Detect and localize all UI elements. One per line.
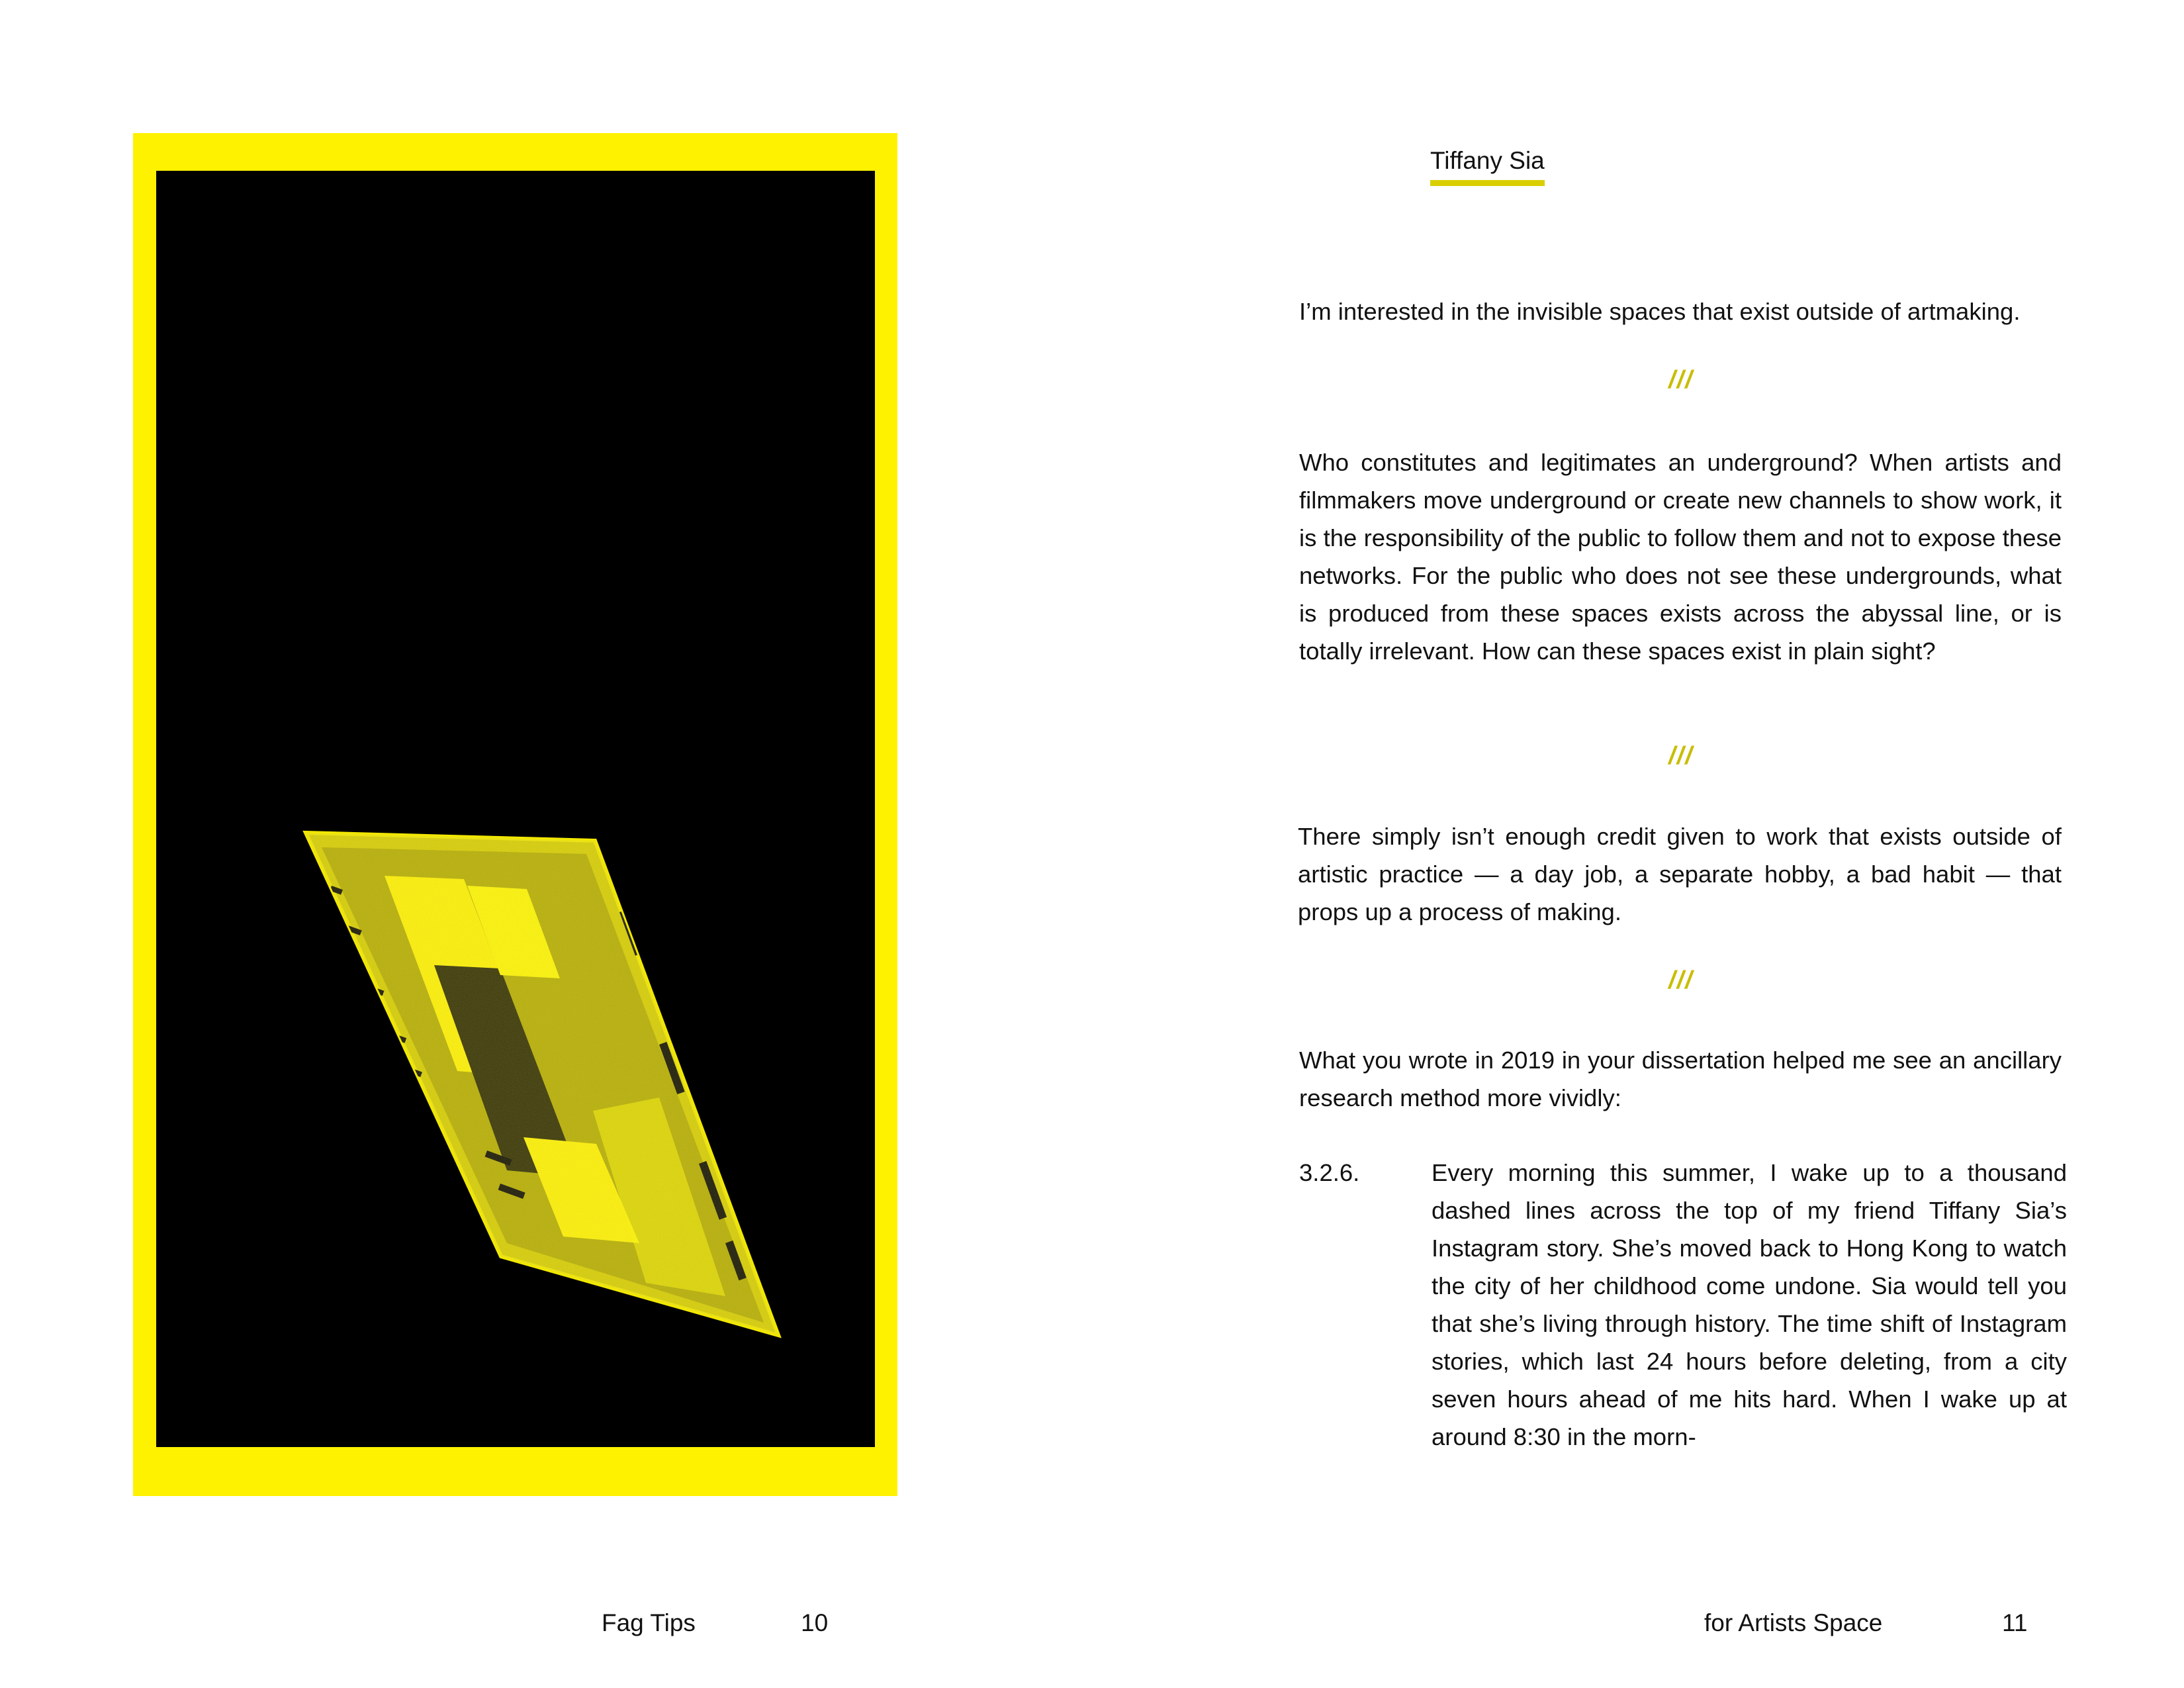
footer-right-title: for Artists Space xyxy=(1704,1609,1883,1636)
artwork-black-field xyxy=(156,171,875,1447)
quote-section-number: 3.2.6. xyxy=(1299,1159,1360,1186)
paragraph-2: There simply isn’t enough credit given to work that exists outside of artistic practice — a day job, a separate hobby, a bad habit — that props up a process of making. xyxy=(1298,823,2062,925)
artwork-image-frame xyxy=(133,133,897,1496)
paragraph-3: What you wrote in 2019 in your dissertation helped me see an ancillary research method more vividly: xyxy=(1299,1047,2062,1111)
author-name: Tiffany Sia xyxy=(1430,144,1545,186)
footer-left-title: Fag Tips xyxy=(602,1609,696,1636)
section-separator: /// xyxy=(1668,966,1694,994)
section-separator: /// xyxy=(1668,742,1694,770)
quote-text: Every morning this summer, I wake up to a thousand dashed lines across the top of my friend Tiffany Sia’s Instagram story. She’s moved back to Hong Kong to watch the city of her childhood come undone. Sia would tell you that she’s living through history. The time shift of Instagram stories, which last 24 hours before deleting, from a city seven hours ahead of me hits hard. When I wake up at around 8:30 in the morn- xyxy=(1432,1159,2067,1450)
footer-left-page-number: 10 xyxy=(801,1609,829,1636)
intro-line: I’m interested in the invisible spaces that exist outside of artmaking. xyxy=(1299,298,2021,325)
section-separator: /// xyxy=(1668,366,1694,394)
paragraph-1: Who constitutes and legitimates an underground? When artists and filmmakers move underground or create new channels to show work, it is the responsibility of the public to follow them and not to expose these networks. For the public who does not see these undergrounds, what is produced from these spaces exists across the abyssal line, or is totally irrelevant. How can these spaces exist in plain sight? xyxy=(1299,449,2062,665)
footer-right-page-number: 11 xyxy=(2002,1609,2028,1636)
tilted-screen-image xyxy=(156,171,875,1447)
